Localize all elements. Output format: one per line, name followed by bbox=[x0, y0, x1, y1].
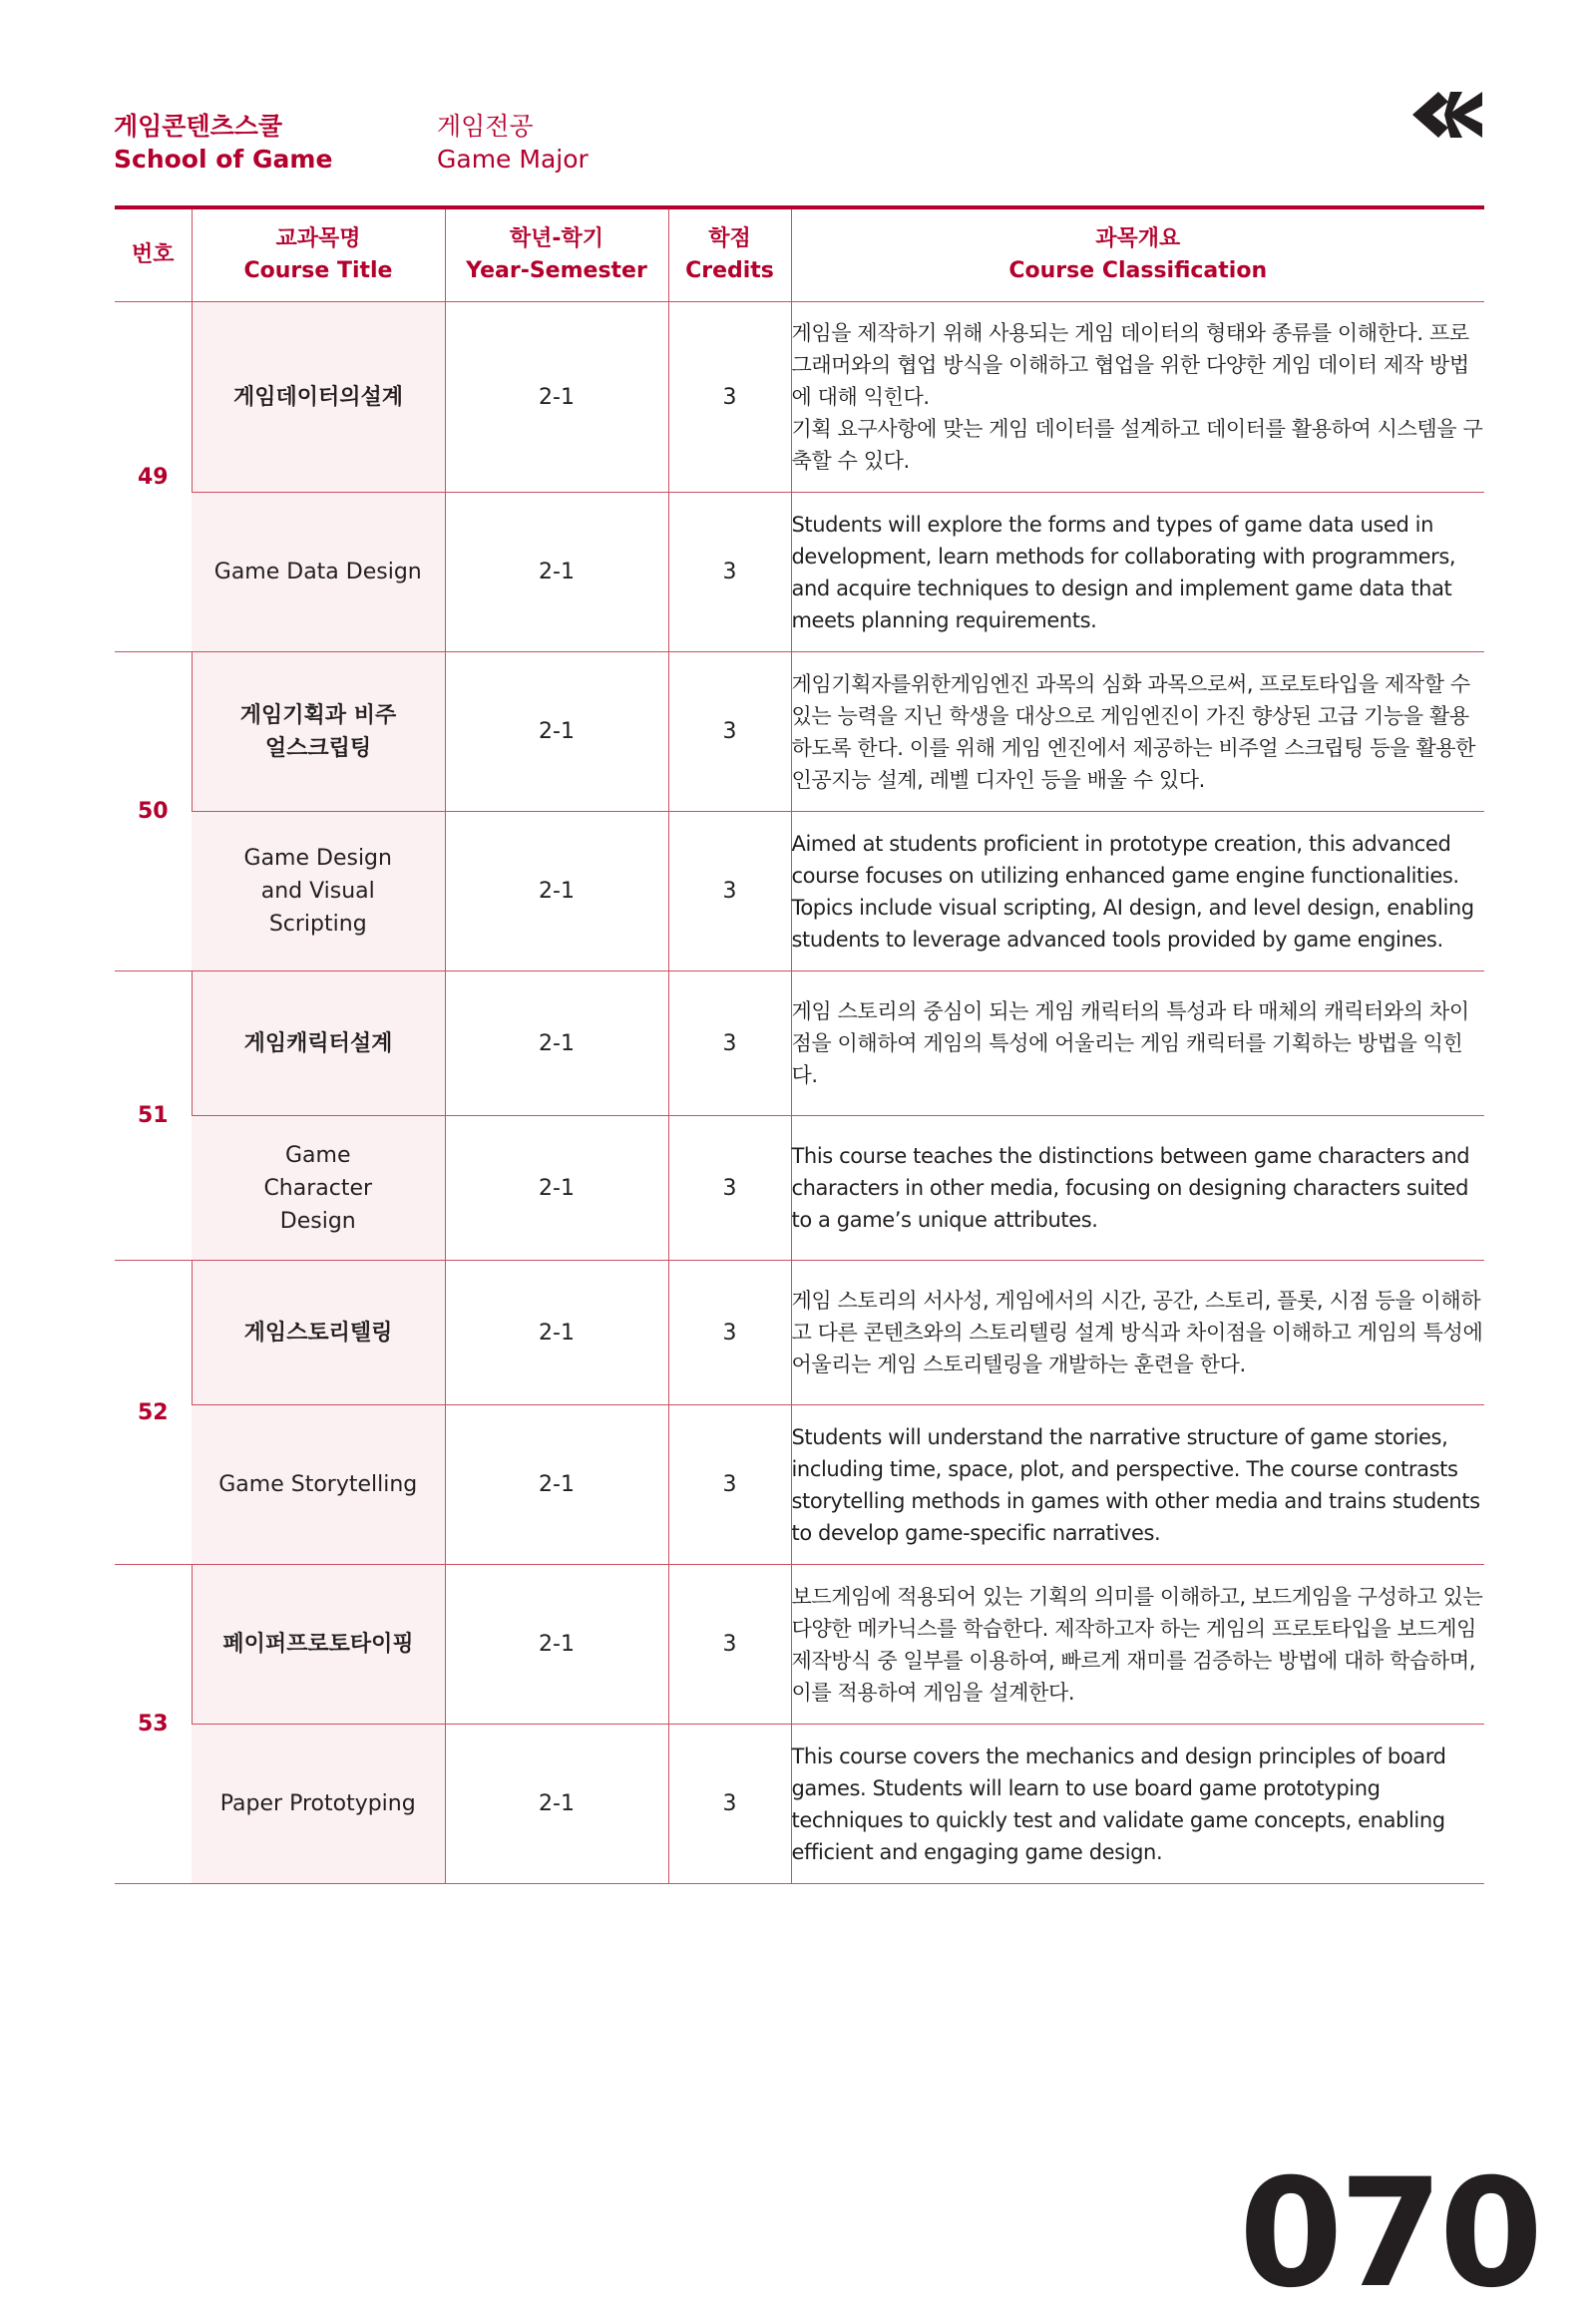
school-name-en: School of Game bbox=[114, 145, 333, 174]
ck-logo-icon bbox=[1404, 86, 1484, 144]
header-year-semester: 학년-학기 Year-Semester bbox=[445, 207, 668, 302]
year-semester: 2-1 bbox=[445, 1565, 668, 1725]
year-semester: 2-1 bbox=[445, 1405, 668, 1565]
credits: 3 bbox=[668, 493, 791, 652]
course-title-en: Game Design and Visual Scripting bbox=[192, 812, 445, 971]
table-row bbox=[115, 652, 1484, 812]
table-row bbox=[115, 1565, 1484, 1725]
course-number: 51 bbox=[115, 971, 192, 1261]
credits: 3 bbox=[668, 302, 791, 493]
table-header-row bbox=[115, 207, 1484, 302]
course-number: 49 bbox=[115, 302, 192, 652]
year-semester: 2-1 bbox=[445, 493, 668, 652]
year-semester: 2-1 bbox=[445, 1261, 668, 1405]
major-name-ko: 게임전공 bbox=[437, 112, 534, 141]
school-name bbox=[114, 110, 332, 176]
credits: 3 bbox=[668, 1565, 791, 1725]
major-name bbox=[437, 110, 589, 176]
table-row bbox=[115, 1405, 1484, 1565]
credits: 3 bbox=[668, 652, 791, 812]
year-semester: 2-1 bbox=[445, 812, 668, 971]
course-title-ko: 게임데이터의설계 bbox=[192, 302, 445, 493]
year-semester: 2-1 bbox=[445, 1116, 668, 1261]
table-row bbox=[115, 812, 1484, 971]
course-description-en: This course covers the mechanics and design principles of board games. Students will learn to use board game prototyping techniques to quickly test and validate game concepts, enabling efficient and engaging game design. bbox=[791, 1725, 1484, 1884]
header-number: 번호 bbox=[115, 207, 192, 302]
major-name-en: Game Major bbox=[437, 145, 589, 174]
credits: 3 bbox=[668, 1725, 791, 1884]
year-semester: 2-1 bbox=[445, 302, 668, 493]
course-title-ko: 게임캐릭터설계 bbox=[192, 971, 445, 1116]
course-title-en: Game Data Design bbox=[192, 493, 445, 652]
header-course-overview: 과목개요 Course Classification bbox=[791, 207, 1484, 302]
credits: 3 bbox=[668, 1116, 791, 1261]
course-title-ko: 게임스토리텔링 bbox=[192, 1261, 445, 1405]
table-row bbox=[115, 1261, 1484, 1405]
course-description-ko: 게임기획자를위한게임엔진 과목의 심화 과목으로써, 프로토타입을 제작할 수 있는 능력을 지닌 학생을 대상으로 게임엔진이 가진 향상된 고급 기능을 활용하도록 한다. 이를 위해 게임 엔진에서 제공하는 비주얼 스크립팅 등을 활용한 인공지능 설계, 레벨 디자인 등을 배울 수 있다. bbox=[791, 652, 1484, 812]
table-row bbox=[115, 493, 1484, 652]
course-table bbox=[115, 205, 1484, 1884]
page-number: 070 bbox=[1239, 2147, 1540, 2321]
course-description-ko: 보드게임에 적용되어 있는 기획의 의미를 이해하고, 보드게임을 구성하고 있는 다양한 메카닉스를 학습한다. 제작하고자 하는 게임의 프로토타입을 보드게임 제작방식 중 일부를 이용하여, 빠르게 재미를 검증하는 방법에 대하 학습하며, 이를 적용하여 게임을 설계한다. bbox=[791, 1565, 1484, 1725]
table-row bbox=[115, 302, 1484, 493]
table-row bbox=[115, 971, 1484, 1116]
credits: 3 bbox=[668, 1405, 791, 1565]
header-course-title: 교과목명 Course Title bbox=[192, 207, 445, 302]
year-semester: 2-1 bbox=[445, 971, 668, 1116]
course-number: 52 bbox=[115, 1261, 192, 1565]
header-credits: 학점 Credits bbox=[668, 207, 791, 302]
course-title-ko: 페이퍼프로토타이핑 bbox=[192, 1565, 445, 1725]
course-title-en: Game Character Design bbox=[192, 1116, 445, 1261]
course-title-en: Game Storytelling bbox=[192, 1405, 445, 1565]
year-semester: 2-1 bbox=[445, 652, 668, 812]
credits: 3 bbox=[668, 1261, 791, 1405]
course-description-en: This course teaches the distinctions between game characters and characters in other media, focusing on designing characters suited to a game’s unique attributes. bbox=[791, 1116, 1484, 1261]
course-description-ko: 게임 스토리의 서사성, 게임에서의 시간, 공간, 스토리, 플롯, 시점 등을 이해하고 다른 콘텐츠와의 스토리텔링 설계 방식과 차이점을 이해하고 게임의 특성에 어울리는 게임 스토리텔링을 개발하는 훈련을 한다. bbox=[791, 1261, 1484, 1405]
course-description-en: Students will explore the forms and types of game data used in development, learn methods for collaborating with programmers, and acquire techniques to design and implement game data that meets planning requirements. bbox=[791, 493, 1484, 652]
school-name-ko: 게임콘텐츠스쿨 bbox=[114, 112, 283, 141]
table-row bbox=[115, 1116, 1484, 1261]
course-number: 53 bbox=[115, 1565, 192, 1884]
course-title-ko: 게임기획과 비주얼스크립팅 bbox=[192, 652, 445, 812]
course-title-en: Paper Prototyping bbox=[192, 1725, 445, 1884]
course-description-ko: 게임 스토리의 중심이 되는 게임 캐릭터의 특성과 타 매체의 캐릭터와의 차이점을 이해하여 게임의 특성에 어울리는 게임 캐릭터를 기획하는 방법을 익힌다. bbox=[791, 971, 1484, 1116]
course-description-en: Aimed at students proficient in prototype creation, this advanced course focuses on utilizing enhanced game engine functionalities. Topics include visual scripting, AI design, and level design, enabling students to leverage advanced tools provided by game engines. bbox=[791, 812, 1484, 971]
credits: 3 bbox=[668, 971, 791, 1116]
table-row bbox=[115, 1725, 1484, 1884]
course-description-en: Students will understand the narrative structure of game stories, including time, space, plot, and perspective. The course contrasts storytelling methods in games with other media and trains students to develop game-specific narratives. bbox=[791, 1405, 1484, 1565]
course-number: 50 bbox=[115, 652, 192, 971]
credits: 3 bbox=[668, 812, 791, 971]
year-semester: 2-1 bbox=[445, 1725, 668, 1884]
course-description-ko: 게임을 제작하기 위해 사용되는 게임 데이터의 형태와 종류를 이해한다. 프로그래머와의 협업 방식을 이해하고 협업을 위한 다양한 게임 데이터 제작 방법에 대해 익힌다. 기획 요구사항에 맞는 게임 데이터를 설계하고 데이터를 활용하여 시스템을 구축할 수 있다. bbox=[791, 302, 1484, 493]
